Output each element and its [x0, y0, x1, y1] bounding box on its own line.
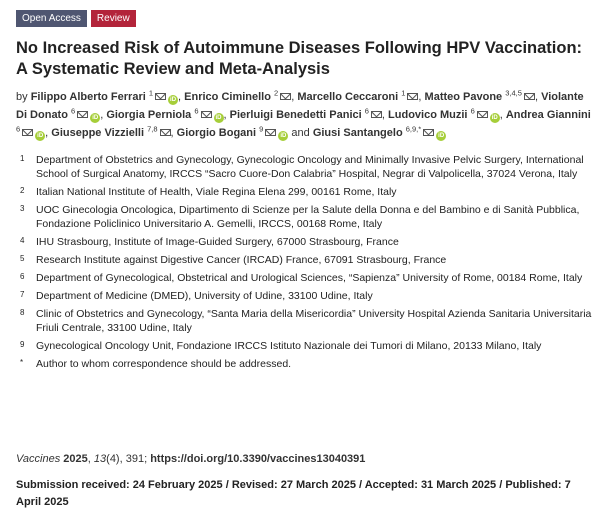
affiliation-sup: 7,8: [147, 124, 158, 134]
author: [30, 88, 178, 103]
affiliation-item: [16, 153, 596, 181]
affiliation-text: IHU Strasbourg, Institute of Image-Guided Surgery, 67000 Strasbourg, France: [36, 236, 399, 248]
affiliation-sup: 2: [274, 88, 279, 98]
citation: Vaccines 2025, 13(4), 391; https://doi.org/10.3390/vaccines13040391: [16, 453, 366, 465]
citation-issue: (4): [106, 453, 120, 465]
author: [51, 124, 170, 139]
author-name[interactable]: Marcello Ceccaroni: [297, 91, 399, 103]
affiliation-item: [16, 203, 596, 231]
affiliation-number: *: [20, 358, 24, 367]
doi-link[interactable]: https://doi.org/10.3390/vaccines13040391: [150, 453, 366, 465]
author-name[interactable]: Giuseppe Vizzielli: [51, 127, 145, 139]
affiliation-number: 9: [20, 340, 25, 349]
email-icon[interactable]: [265, 129, 276, 136]
affiliation-sup: 6: [470, 106, 475, 116]
email-icon[interactable]: [423, 129, 434, 136]
publication-dates: Submission received: 24 February 2025 / Revised: 27 March 2025 / Accepted: 31 March 2025 / Published: 7 April 2025: [16, 479, 571, 508]
email-icon[interactable]: [77, 111, 88, 118]
by-label: by: [16, 91, 31, 103]
affiliation-text: Department of Obstetrics and Gynecology, Gynecologic Oncology and Minimally Invasive Pelvic Surgery, International School of Surgical Anatomy, IRCCS “Sacro Cuore-Don Calabria” Hospital, Negrar di Valpolicella, 37024 Verona, Italy: [36, 154, 584, 180]
affiliation-number: 3: [20, 204, 25, 213]
affiliation-text: Department of Medicine (DMED), University of Udine, 33100 Udine, Italy: [36, 290, 373, 302]
affiliation-item: [16, 289, 596, 303]
affiliation-item: [16, 307, 596, 335]
orcid-icon[interactable]: iD: [280, 133, 287, 139]
author-name[interactable]: Enrico Ciminello: [184, 91, 271, 103]
author: [184, 88, 291, 103]
author-name[interactable]: Pierluigi Benedetti Panici: [229, 109, 362, 121]
affiliation-text: Italian National Institute of Health, Viale Regina Elena 299, 00161 Rome, Italy: [36, 186, 397, 198]
affiliation-sup: 9: [259, 124, 264, 134]
email-icon[interactable]: [201, 111, 212, 118]
citation-year: 2025: [63, 453, 88, 465]
affiliation-item: [16, 271, 596, 285]
citation-volume: 13: [93, 453, 107, 465]
affiliation-number: 2: [20, 186, 25, 195]
affiliation-number: 1: [20, 154, 25, 163]
author-name[interactable]: Giorgia Perniola: [106, 109, 192, 121]
orcid-icon[interactable]: iD: [491, 115, 498, 121]
affiliation-item: [16, 185, 596, 199]
affiliation-list: [16, 153, 596, 375]
affiliation-sup: 6: [71, 106, 76, 116]
affiliation-sup: 6,9,*: [405, 124, 422, 134]
affiliation-sup: 1: [401, 88, 406, 98]
author-name[interactable]: Ludovico Muzii: [388, 109, 468, 121]
author-name[interactable]: Giusi Santangelo: [312, 127, 403, 139]
email-icon[interactable]: [371, 111, 382, 118]
affiliation-number: 8: [20, 308, 25, 317]
author: [424, 88, 535, 103]
affiliation-number: 4: [20, 236, 25, 245]
author-name[interactable]: Matteo Pavone: [424, 91, 503, 103]
email-icon[interactable]: [407, 93, 418, 100]
affiliation-item: [16, 235, 596, 249]
author: [229, 106, 382, 121]
author-name[interactable]: Filippo Alberto Ferrari: [30, 91, 146, 103]
affiliation-number: 7: [20, 290, 25, 299]
and-label: and: [291, 127, 310, 139]
affiliation-text: Gynecological Oncology Unit, Fondazione IRCCS Istituto Nazionale dei Tumori di Milano, 20133 Milano, Italy: [36, 340, 542, 352]
affiliation-item: [16, 339, 596, 353]
email-icon[interactable]: [155, 93, 166, 100]
affiliation-text: UOC Ginecologia Oncologica, Dipartimento di Scienze per la Salute della Donna e del Bambino e di Sanità Pubblica, Fondazione Policlinico Universitario A. Gemelli, IRCCS, 00168 Rome, Italy: [36, 204, 580, 230]
affiliation-text: Author to whom correspondence should be addressed.: [36, 358, 292, 370]
orcid-icon[interactable]: iD: [438, 133, 445, 139]
affiliation-sup: 1: [148, 88, 154, 98]
review-badge[interactable]: Review: [91, 10, 136, 27]
affiliation-sup: 6: [194, 106, 199, 116]
author: [312, 124, 446, 139]
affiliation-sup: 6: [16, 124, 21, 134]
affiliation-text: Research Institute against Digestive Cancer (IRCAD) France, 67091 Strasbourg, France: [36, 254, 447, 266]
affiliation-item: [16, 357, 596, 371]
email-icon[interactable]: [22, 129, 33, 136]
orcid-icon[interactable]: iD: [170, 97, 177, 103]
email-icon[interactable]: [524, 93, 535, 100]
author-name[interactable]: Giorgio Bogani: [176, 127, 257, 139]
article-title[interactable]: No Increased Risk of Autoimmune Diseases Following HPV Vaccination: A Systematic Review and Meta-Analysis: [16, 39, 583, 78]
affiliation-item: [16, 253, 596, 267]
email-icon[interactable]: [477, 111, 488, 118]
orcid-icon[interactable]: iD: [92, 115, 99, 121]
author: [388, 106, 500, 121]
author: [176, 124, 289, 139]
badge-group: [16, 10, 136, 27]
author: [106, 106, 223, 121]
affiliation-number: 6: [20, 272, 25, 281]
affiliation-text: Clinic of Obstetrics and Gynecology, “Santa Maria della Misericordia” University Hospital Azienda Sanitaria Universitaria Friuli Centrale, 33100 Udine, Italy: [36, 308, 592, 334]
author-name[interactable]: Violante Di Donato: [16, 91, 584, 121]
author: [297, 88, 418, 103]
affiliation-sup: 6: [364, 106, 369, 116]
citation-pages: , 391;: [119, 453, 151, 465]
email-icon[interactable]: [280, 93, 291, 100]
open-access-badge[interactable]: Open Access: [16, 10, 87, 27]
affiliation-text: Department of Gynecological, Obstetrical and Urological Sciences, “Sapienza” University of Rome, 00184 Rome, Italy: [36, 272, 583, 284]
author-list: by Filippo Alberto Ferrari $^1$iD , Enrico Ciminello $^2$ , Marcello Ceccaroni $^1$ , Matteo Pavone $^{3,4,5}$ , Violante Di Donato $^6$iD , Giorgia Perniola $^6$iD , Pierluigi Benedetti Panici $^6$ , Ludovico Muzii $^6$iD , Andrea Giannini $^6$iD , Giuseppe Vizzielli $^{7,8}$ , Giorgio Bogani $^9$iD and Giusi Santangelo $^{6,9,*}$iD: [16, 88, 591, 139]
affiliation-sup: 3,4,5: [505, 88, 522, 98]
journal-name[interactable]: Vaccines: [16, 453, 61, 465]
orcid-icon[interactable]: iD: [37, 133, 44, 139]
email-icon[interactable]: [160, 129, 171, 136]
affiliation-number: 5: [20, 254, 25, 263]
author-name[interactable]: Andrea Giannini: [505, 109, 591, 121]
orcid-icon[interactable]: iD: [215, 115, 222, 121]
